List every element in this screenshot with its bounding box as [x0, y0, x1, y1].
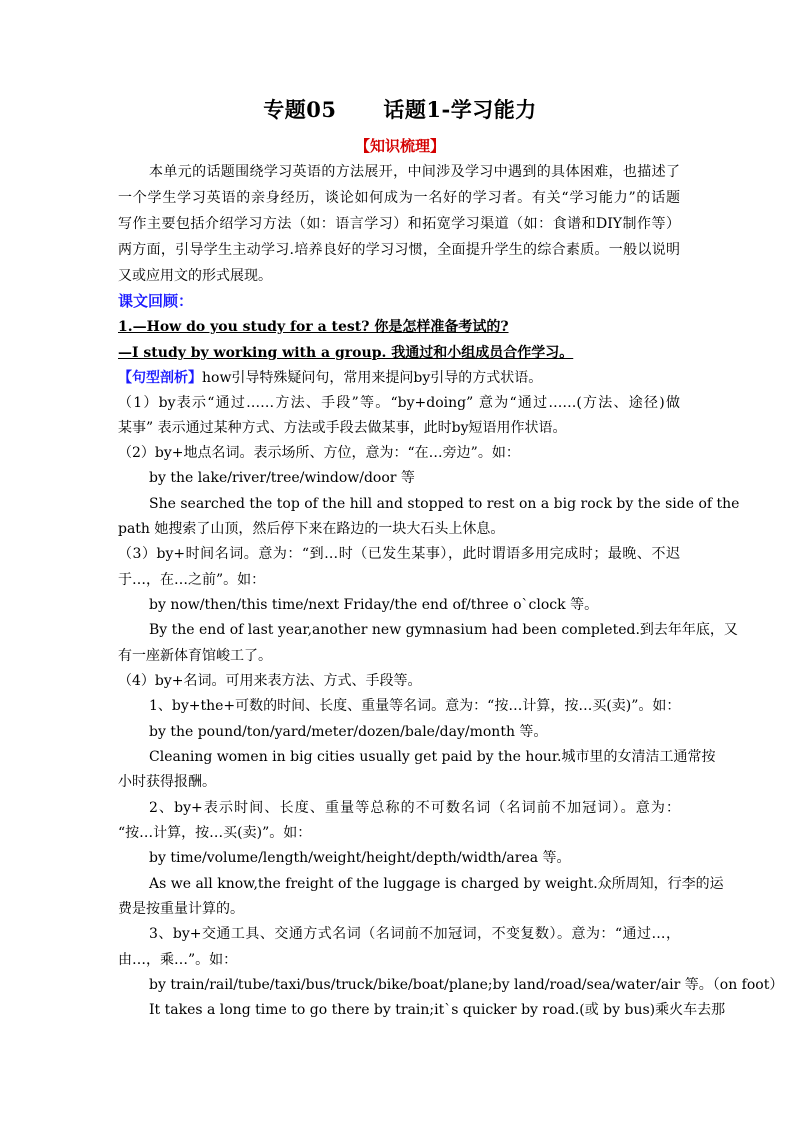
intro-line: 两方面，引导学生主动学习.培养良好的学习习惯，全面提升学生的综合素质。一般以说明 [118, 242, 680, 258]
body-line: by the pound/ton/yard/meter/dozen/bale/day/month 等。 [149, 724, 548, 740]
review-heading: 课文回顾： [118, 292, 194, 310]
body-line: （4）by+名词。可用来表方法、方式、手段等。 [118, 673, 422, 689]
body-line: 小时获得报酬。 [118, 774, 216, 790]
body-line: It takes a long time to go there by train;it`s quicker by road.(或 by bus)乘火车去那 [149, 1002, 726, 1018]
body-line: 2、by+表示时间、长度、重量等总称的不可数名词（名词前不加冠词）。意为： [149, 800, 680, 816]
body-line: 3、by+交通工具、交通方式名词（名词前不加冠词，不变复数）。意为：“通过…， [149, 926, 680, 942]
page-title: 专题05 话题1-学习能力 [263, 97, 537, 122]
intro-line: 又或应用文的形式展现。 [118, 268, 272, 284]
body-line: 费是按重量计算的。 [118, 901, 244, 917]
body-line: As we all know,the freight of the luggage is charged by weight.众所周知，行李的运 [149, 876, 724, 892]
body-line: 某事” 表示通过某种方式、方法或手段去做某事，此时by短语用作状语。 [118, 420, 567, 436]
body-line: by train/rail/tube/taxi/bus/truck/bike/boat/plane;by land/road/sea/water/air 等。（on foot） [149, 977, 784, 993]
body-line: by the lake/river/tree/window/door 等 [149, 470, 415, 486]
analysis-line [118, 368, 680, 388]
body-line: 于…，在…之前”。如： [118, 572, 266, 588]
body-line: 1、by+the+可数的时间、长度、重量等名词。意为：“按…计算，按…买(卖)”。如： [149, 698, 681, 714]
body-line: 有一座新体育馆峻工了。 [118, 648, 272, 664]
intro-line: 写作主要包括介绍学习方法（如：语言学习）和拓宽学习渠道（如：食谱和DIY制作等） [118, 216, 680, 232]
body-line: Cleaning women in big cities usually get paid by the hour.城市里的女清洁工通常按 [149, 749, 716, 765]
body-line: （3）by+时间名词。意为：“到…时（已发生某事），此时谓语多用完成时；最晚、不迟 [118, 546, 680, 562]
body-line: by time/volume/length/weight/height/depth/width/area 等。 [149, 850, 571, 866]
body-line: by now/then/this time/next Friday/the end of/three o`clock 等。 [149, 597, 599, 613]
dialog-answer: —I study by working with a group. 我通过和小组成员合作学习。 [118, 345, 574, 361]
body-line: 由…，乘…”。如： [118, 952, 238, 968]
intro-line: 一个学生学习英语的亲身经历，谈论如何成为一名好的学习者。有关“学习能力”的话题 [118, 190, 680, 206]
intro-line: 本单元的话题围绕学习英语的方法展开，中间涉及学习中遇到的具体困难，也描述了 [149, 164, 680, 180]
body-line: （1）by表示“通过……方法、手段”等。“by+doing” 意为“通过……(方法、途径)做 [118, 395, 680, 411]
section-heading: 【知识梳理】 [354, 137, 445, 155]
body-line: path 她搜索了山顶，然后停下来在路边的一块大石头上休息。 [118, 521, 505, 537]
body-line: “按…计算，按…买(卖)”。如： [118, 825, 312, 841]
body-line: By the end of last year,another new gymnasium had been completed.到去年年底，又 [149, 622, 738, 638]
body-line: （2）by+地点名词。表示场所、方位，意为：“在…旁边”。如： [118, 445, 520, 461]
analysis-text: how引导特殊疑问句，常用来提问by引导的方式状语。 [202, 370, 543, 386]
dialog-question: 1.—How do you study for a test? 你是怎样准备考试的? [118, 319, 509, 335]
analysis-tag: 【句型剖析】 [118, 370, 202, 386]
body-line: She searched the top of the hill and stopped to rest on a big rock by the side of the [149, 496, 740, 512]
